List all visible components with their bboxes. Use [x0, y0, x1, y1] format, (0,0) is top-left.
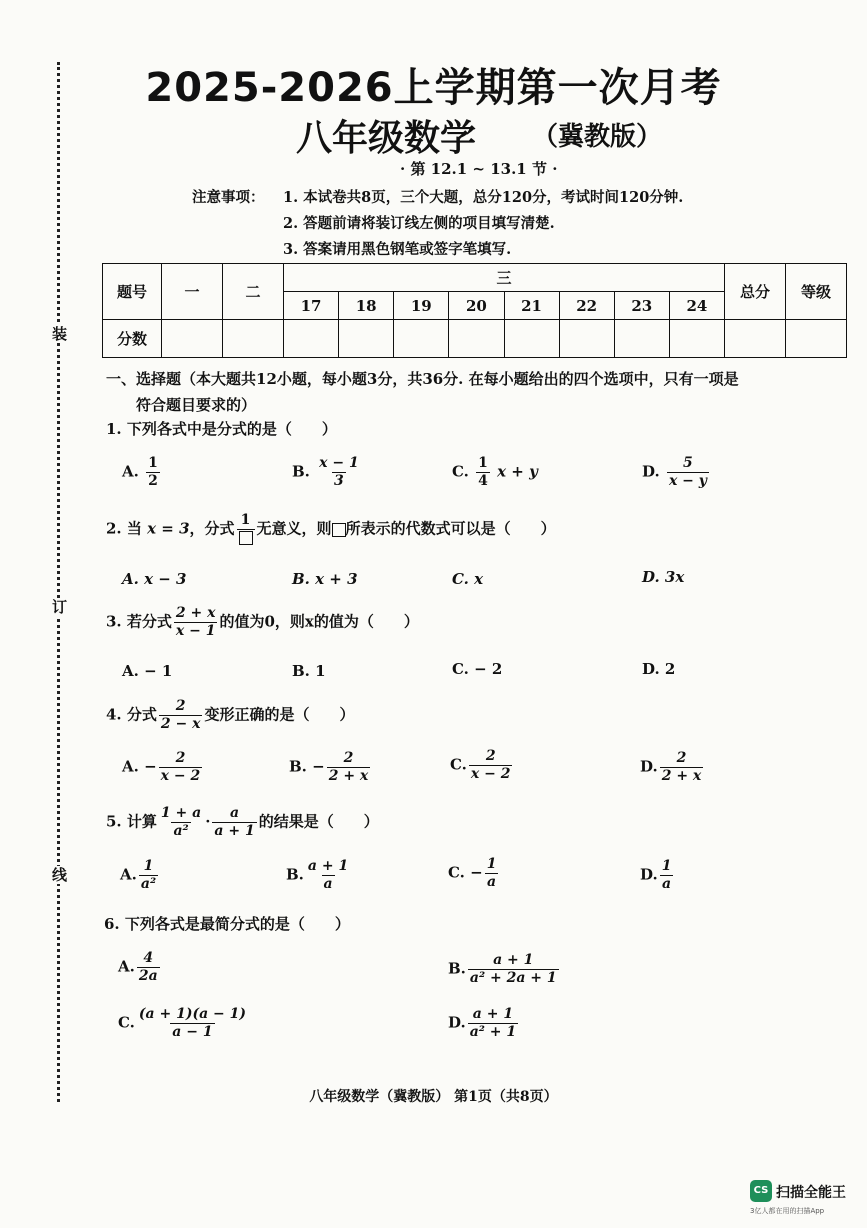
fraction — [469, 748, 513, 783]
question-4-stem — [106, 698, 354, 733]
denominator — [237, 529, 255, 547]
denominator: x − 2 — [160, 768, 201, 784]
option-label: A. − — [122, 757, 157, 776]
fraction — [137, 1006, 248, 1041]
page-footer: 八年级数学（冀教版） 第1页（共8页） — [309, 1089, 558, 1105]
numerator: 2 — [676, 750, 687, 766]
section-heading-line2: 符合题目要求的） — [136, 396, 257, 414]
fraction — [660, 750, 704, 785]
numerator: (a + 1)(a − 1) — [138, 1006, 246, 1022]
stem-text: 5. 计算 — [106, 812, 157, 831]
score-cell[interactable] — [449, 320, 504, 358]
stem-text: 的值为0，则x的值为（ ） — [219, 612, 419, 631]
stem-text: 2. 当 — [106, 519, 142, 538]
question-5-option-c[interactable] — [448, 856, 500, 891]
table-header-grade: 等级 — [786, 264, 847, 320]
multiply-dot: · — [205, 812, 211, 831]
notice-item: 1. 本试卷共8页，三个大题，总分120分，考试时间120分钟. — [283, 189, 684, 206]
option-label: D. — [640, 757, 658, 776]
score-cell[interactable] — [614, 320, 669, 358]
stem-text: 无意义，则 — [256, 519, 332, 538]
score-cell[interactable] — [394, 320, 449, 358]
denominator: x − 1 — [175, 623, 216, 639]
question-3-option-d[interactable]: D. 2 — [642, 660, 676, 678]
score-cell[interactable] — [223, 320, 284, 358]
score-cell[interactable] — [786, 320, 847, 358]
denominator: a² — [140, 876, 157, 892]
numerator: 1 — [143, 858, 154, 874]
numerator: 1 — [661, 858, 672, 874]
table-header-part-3: 三 — [284, 264, 725, 292]
numerator: 2 — [485, 748, 496, 764]
denominator: 2 + x — [661, 768, 702, 784]
denominator: x − 2 — [470, 766, 511, 782]
numerator: 2 + x — [175, 605, 216, 621]
score-cell[interactable] — [339, 320, 394, 358]
question-5-option-a[interactable] — [120, 858, 160, 893]
score-cell[interactable] — [669, 320, 724, 358]
fraction — [468, 1006, 518, 1041]
question-2-option-c[interactable]: C. x — [452, 570, 484, 588]
table-subheader: 18 — [339, 292, 394, 320]
question-1-stem: 1. 下列各式中是分式的是（ ） — [106, 420, 337, 438]
denominator: a — [662, 876, 672, 892]
notice-item: 3. 答案请用黑色钢笔或签字笔填写. — [283, 241, 512, 258]
numerator: x − 1 — [319, 455, 359, 471]
denominator: 4 — [478, 473, 488, 489]
fraction — [476, 455, 490, 490]
option-label: A. — [118, 957, 135, 976]
stem-text: 的结果是（ ） — [258, 812, 379, 831]
option-label: D. — [642, 462, 660, 481]
question-3-option-c[interactable]: C. − 2 — [452, 660, 503, 678]
notice-item: 2. 答题前请将装订线左侧的项目填写清楚. — [283, 215, 555, 232]
table-header-part-1: 一 — [162, 264, 223, 320]
option-label: C. — [450, 755, 467, 774]
denominator: a — [323, 876, 333, 892]
stem-text: 3. 若分式 — [106, 612, 172, 631]
score-cell[interactable] — [284, 320, 339, 358]
fraction — [146, 455, 160, 490]
question-2-stem — [106, 512, 556, 547]
numerator: 2 — [175, 698, 186, 714]
fraction — [137, 950, 160, 985]
denominator: a — [487, 874, 497, 890]
fraction — [159, 750, 203, 785]
expression-tail: x + y — [497, 462, 538, 481]
question-5-option-d[interactable] — [640, 858, 675, 893]
denominator: 2 + x — [328, 768, 369, 784]
fraction — [327, 750, 371, 785]
stem-text: 4. 分式 — [106, 705, 157, 724]
fraction — [139, 858, 158, 893]
question-4-option-a[interactable] — [122, 750, 204, 785]
option-label: A. — [122, 462, 139, 481]
question-3-stem — [106, 605, 419, 640]
numerator: 5 — [683, 455, 693, 471]
table-header-question-no: 题号 — [103, 264, 162, 320]
score-cell[interactable] — [162, 320, 223, 358]
numerator: a + 1 — [493, 952, 534, 968]
option-label: B. — [448, 959, 466, 978]
numerator: 1 — [148, 455, 158, 471]
binding-dotted-line — [57, 62, 60, 1102]
denominator: a² — [173, 823, 189, 839]
table-subheader: 17 — [284, 292, 339, 320]
denominator: 2a — [138, 968, 158, 984]
fraction — [468, 952, 559, 987]
question-3-option-a[interactable]: A. − 1 — [122, 662, 173, 680]
question-4-option-d[interactable] — [640, 750, 705, 785]
denominator: a² + 2a + 1 — [469, 970, 557, 986]
blank-box-icon — [332, 523, 346, 537]
binding-mark-ding: 订 — [52, 598, 68, 616]
question-1-option-a[interactable] — [122, 455, 162, 490]
question-1-option-b[interactable] — [292, 455, 363, 490]
question-2-option-a[interactable]: A. x − 3 — [122, 570, 187, 588]
question-4-option-c[interactable] — [450, 748, 514, 783]
denominator: a² + 1 — [469, 1024, 517, 1040]
question-6-stem: 6. 下列各式是最简分式的是（ ） — [104, 915, 350, 933]
numerator: 1 — [486, 856, 497, 872]
denominator: 2 — [148, 473, 158, 489]
numerator: 2 — [343, 750, 354, 766]
denominator: 3 — [334, 473, 344, 489]
score-table — [102, 263, 847, 358]
question-6-option-a[interactable] — [118, 950, 162, 985]
score-cell[interactable] — [504, 320, 559, 358]
table-subheader: 20 — [449, 292, 504, 320]
denominator: a − 1 — [172, 1024, 213, 1040]
stem-variable: x = 3 — [147, 519, 190, 538]
numerator: 1 — [240, 512, 251, 528]
exam-title: 2025-2026上学期第一次月考 — [145, 65, 722, 111]
stem-text: 变形正确的是（ ） — [204, 705, 355, 724]
question-1-option-d[interactable] — [642, 455, 711, 490]
numerator: a + 1 — [472, 1006, 514, 1022]
option-label: C. − — [448, 863, 483, 882]
option-label: B. — [286, 865, 304, 884]
fraction — [660, 858, 674, 893]
fraction — [212, 805, 256, 840]
fraction — [159, 698, 203, 733]
option-label: B. − — [289, 757, 325, 776]
numerator: 1 + a — [160, 805, 202, 821]
exam-scope: · 第 12.1 ~ 13.1 节 · — [400, 160, 558, 178]
question-2-option-d[interactable]: D. 3x — [642, 568, 685, 586]
question-2-option-b[interactable]: B. x + 3 — [292, 570, 358, 588]
section-heading-line1: 一、选择题（本大题共12小题，每小题3分，共36分. 在每小题给出的四个选项中，只有一项是 — [106, 370, 739, 388]
fraction — [667, 455, 709, 490]
option-label: D. — [640, 865, 658, 884]
notice-label: 注意事项： — [192, 189, 265, 206]
stem-text: 所表示的代数式可以是（ ） — [345, 519, 556, 538]
table-row-label-score: 分数 — [103, 320, 162, 358]
question-6-option-b[interactable] — [448, 952, 561, 987]
numerator: 4 — [143, 950, 154, 966]
numerator: 2 — [175, 750, 186, 766]
score-cell[interactable] — [725, 320, 786, 358]
camscanner-logo-icon: CS — [750, 1180, 772, 1202]
option-label: C. — [118, 1013, 135, 1032]
exam-edition: （冀教版） — [532, 122, 663, 152]
fraction — [237, 512, 255, 547]
question-1-option-c[interactable] — [452, 455, 538, 490]
question-6-option-c[interactable] — [118, 1006, 250, 1041]
score-cell[interactable] — [559, 320, 614, 358]
table-header-part-2: 二 — [223, 264, 284, 320]
denominator: 2 − x — [160, 716, 201, 732]
table-header-total: 总分 — [725, 264, 786, 320]
binding-mark-xian: 线 — [52, 866, 68, 884]
numerator: a — [230, 805, 240, 821]
question-6-option-d[interactable] — [448, 1006, 520, 1041]
fraction — [306, 858, 350, 893]
option-label: D. — [448, 1013, 466, 1032]
table-subheader: 19 — [394, 292, 449, 320]
numerator: 1 — [478, 455, 488, 471]
fraction — [159, 805, 203, 840]
stem-text: ，分式 — [189, 519, 235, 538]
scanner-app-name: 扫描全能王 — [776, 1185, 846, 1201]
exam-subject: 八年级数学 — [296, 118, 477, 159]
fraction — [485, 856, 499, 891]
question-5-stem — [106, 805, 379, 840]
option-label: C. — [452, 462, 469, 481]
binding-mark-zhuang: 装 — [52, 325, 68, 343]
numerator: a + 1 — [307, 858, 349, 874]
option-label: A. — [120, 865, 137, 884]
table-subheader: 24 — [669, 292, 724, 320]
denominator: x − y — [668, 473, 707, 489]
question-3-option-b[interactable]: B. 1 — [292, 662, 326, 680]
denominator: a + 1 — [214, 823, 255, 839]
scanner-tagline: 3亿人都在用的扫描App — [750, 1207, 825, 1215]
scanner-watermark — [750, 1180, 860, 1224]
question-5-option-b[interactable] — [286, 858, 352, 893]
option-label: B. — [292, 462, 310, 481]
table-subheader: 22 — [559, 292, 614, 320]
question-4-option-b[interactable] — [289, 750, 372, 785]
section-heading — [106, 366, 854, 418]
table-subheader: 23 — [614, 292, 669, 320]
blank-box-icon — [239, 531, 253, 545]
fraction — [174, 605, 218, 640]
table-subheader: 21 — [504, 292, 559, 320]
fraction — [317, 455, 361, 490]
